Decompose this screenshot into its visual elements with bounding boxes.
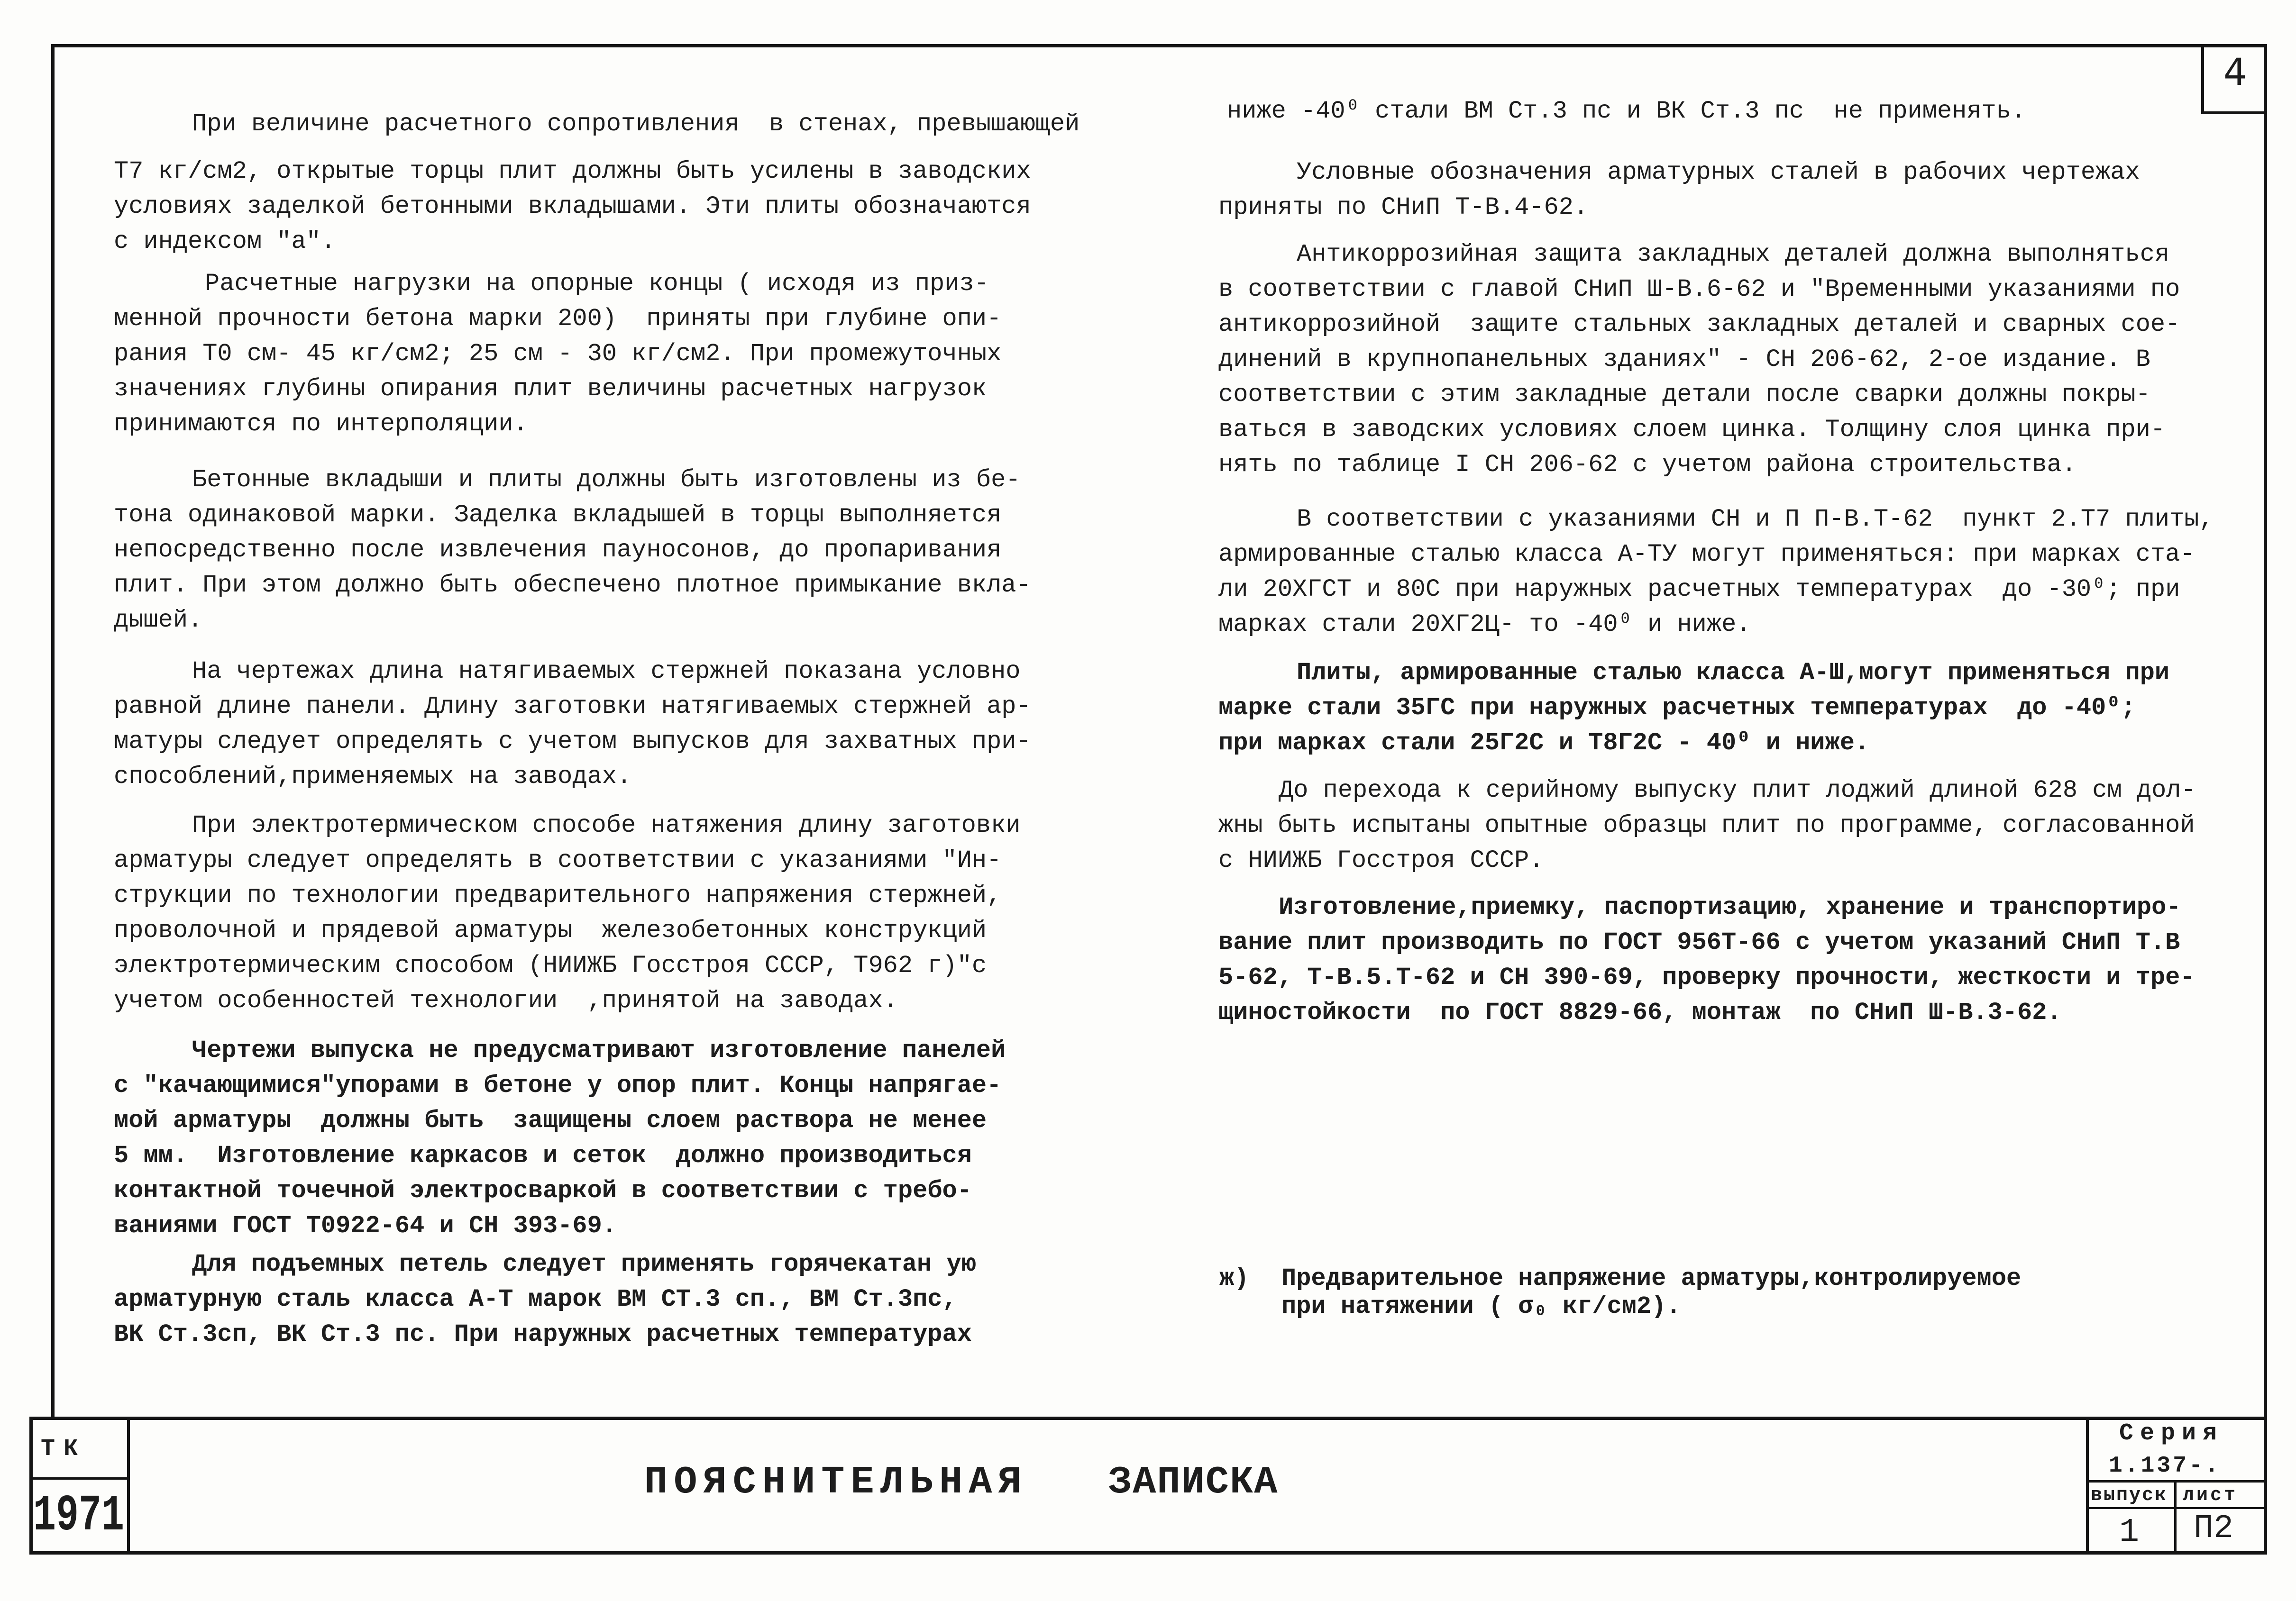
paragraph-anticorrosion — [1218, 237, 2180, 482]
text-line: При электротермическом способе натяжения длину заготовки — [192, 811, 1021, 839]
text-line: Для подъемных петель следует применять горячекатан ую — [192, 1250, 976, 1278]
text-line: На чертежах длина натягиваемых стержней показана условно — [192, 657, 1021, 685]
text-line: с НИИЖБ Госстроя СССР. — [1218, 846, 1544, 874]
paragraph-steel-designations — [1218, 155, 2140, 225]
text-line: Плиты, армированные сталью класса А-Ш,могут применяться при — [1297, 659, 2170, 687]
text-line: жны быть испытаны опытные образцы плит по программе, согласованной — [1218, 811, 2195, 839]
text-line: динений в крупнопанельных зданиях" - СН 206-62, 2-ое издание. В — [1218, 346, 2150, 373]
sheet-label: лист — [2183, 1485, 2238, 1506]
paragraph-lifting-loops — [114, 1247, 976, 1352]
issue-value: 1 — [2119, 1514, 2140, 1551]
text-line: Расчетные нагрузки на опорные концы ( исходя из приз- — [205, 270, 989, 298]
text-line: 5 мм. Изготовление каркасов и сеток должно производиться — [114, 1142, 972, 1170]
paragraph-class-a4-steel — [1218, 502, 2214, 642]
text-line: ниже -40⁰ стали ВМ Ст.3 пс и ВК Ст.3 пс не применять. — [1227, 97, 2026, 125]
paragraph-class-a3-steel — [1218, 655, 2169, 761]
text-line: арматурную сталь класса А-Т марок ВМ СТ.3 сп., ВМ Ст.3пс, — [114, 1285, 957, 1313]
footnote-line: Предварительное напряжение арматуры,контролируемое — [1281, 1264, 2022, 1292]
text-line: В соответствии с указаниями СН и П П-В.Т-62 пункт 2.Т7 плиты, — [1297, 505, 2214, 533]
text-line: принимаются по интерполяции. — [114, 410, 528, 438]
text-line: в соответствии с главой СНиП Ш-В.6-62 и "Временными указаниями по — [1218, 275, 2180, 303]
text-line: вание плит производить по ГОСТ 956Т-66 с учетом указаний СНиП Т.В — [1218, 928, 2180, 956]
document-title-word-1: ПОЯСНИТЕЛЬНАЯ — [644, 1460, 1028, 1504]
text-line: марке стали 35ГС при наружных расчетных температурах до -40⁰; — [1218, 694, 2136, 722]
text-line: электротермическим способом (НИИЖБ Госстроя СССР, Т962 г)"с — [114, 952, 987, 980]
text-line: мой арматуры должны быть защищены слоем раствора не менее — [114, 1107, 987, 1135]
text-line: Бетонные вкладыши и плиты должны быть изготовлены из бе- — [192, 466, 1021, 494]
text-line: струкции по технологии предварительного напряжения стержней, — [114, 882, 1002, 910]
text-line: щиностойкости по ГОСТ 8829-66, монтаж по СНиП Ш-В.3-62. — [1218, 999, 2062, 1027]
series-value: 1.137-. — [2109, 1453, 2221, 1479]
text-line: До перехода к серийному выпуску плит лоджий длиной 628 см дол- — [1279, 776, 2196, 804]
sheet-value: П2 — [2194, 1510, 2234, 1547]
text-line: ли 20ХГСТ и 80С при наружных расчетных температурах до -30⁰; при — [1218, 575, 2180, 603]
title-block-code-divider — [127, 1417, 130, 1555]
text-line: 5-62, Т-В.5.Т-62 и СН 390-69, проверку прочности, жесткости и тре- — [1218, 964, 2195, 992]
text-line: антикоррозийной защите стальных закладных деталей и сварных сое- — [1218, 310, 2180, 338]
issue-label: выпуск — [2091, 1485, 2168, 1506]
text-line: условиях заделкой бетонными вкладышами. Эти плиты обозначаются — [114, 192, 1031, 220]
footnote-marker: ж) — [1219, 1264, 1249, 1292]
paragraph-manufacture-acceptance — [1218, 890, 2195, 1030]
text-line: ВК Ст.3сп, ВК Ст.3 пс. При наружных расчетных температурах — [114, 1320, 972, 1348]
text-line: учетом особенностей технологии ,принятой на заводах. — [114, 987, 898, 1015]
footnote — [1281, 1264, 2021, 1320]
text-line: проволочной и прядевой арматуры железобетонных конструкций — [114, 917, 987, 945]
text-line: менной прочности бетона марки 200) приняты при глубине опи- — [114, 305, 1002, 333]
text-line: контактной точечной электросваркой в соответствии с требо- — [114, 1177, 972, 1205]
paragraph-prototype-testing — [1218, 773, 2196, 878]
text-line: тона одинаковой марки. Заделка вкладышей в торцы выполняется — [114, 501, 1002, 529]
text-line: ваниями ГОСТ Т0922-64 и СН 393-69. — [114, 1212, 617, 1240]
text-line: приняты по СНиП Т-В.4-62. — [1218, 193, 1589, 221]
text-line: ваться в заводских условиях слоем цинка. Толщину слоя цинка при- — [1218, 416, 2166, 444]
paragraph-lifting-loops-continued — [1218, 94, 2026, 129]
text-line: дышей. — [114, 606, 203, 634]
title-block-series-divider — [2086, 1417, 2089, 1555]
text-line: плит. При этом должно быть обеспечено плотное примыкание вкла- — [114, 571, 1031, 599]
text-line: способлений,применяемых на заводах. — [114, 763, 632, 791]
page-number: 4 — [2223, 51, 2247, 94]
text-line: Чертежи выпуска не предусматривают изготовление панелей — [192, 1037, 1006, 1064]
footnote-line: при натяжении ( σ₀ кг/см2). — [1281, 1292, 1681, 1320]
text-line: с "качающимися"упорами в бетоне у опор плит. Концы напрягае- — [114, 1072, 1002, 1100]
series-label: Серия — [2119, 1420, 2224, 1447]
text-line: с индексом "а". — [114, 227, 336, 255]
text-line: нять по таблице I СН 206-62 с учетом района строительства. — [1218, 451, 2076, 479]
year: 1971 — [33, 1487, 125, 1546]
organization-code: ТК — [41, 1436, 87, 1463]
paragraph-concrete-inserts — [114, 463, 1031, 638]
paragraph-drawings-scope — [114, 1033, 1006, 1244]
text-line: матуры следует определять с учетом выпусков для захватных при- — [114, 728, 1031, 755]
document-title-word-2: ЗАПИСКА — [1108, 1460, 1279, 1504]
paragraph-electrothermal-tensioning — [114, 808, 1020, 1019]
paragraph-support-loads — [114, 266, 1001, 442]
text-line: соответствии с этим закладные детали после сварки должны покры- — [1218, 381, 2150, 409]
text-line: Условные обозначения арматурных сталей в рабочих чертежах — [1297, 158, 2140, 186]
text-line: Т7 кг/см2, открытые торцы плит должны быть усилены в заводских — [114, 157, 1031, 185]
text-line: равной длине панели. Длину заготовки натягиваемых стержней ар- — [114, 692, 1031, 720]
paragraph-bar-length — [114, 654, 1031, 794]
title-block-code-hline — [29, 1477, 129, 1480]
title-block-sheet-divider — [2174, 1480, 2177, 1555]
text-line: при марках стали 25Г2С и Т8Г2С - 40⁰ и ниже. — [1218, 729, 1870, 757]
title-block-labels-hline — [2086, 1507, 2267, 1509]
paragraph-open-ends-reinforcement — [114, 107, 1079, 259]
text-line: арматуры следует определять в соответствии с указаниями "Ин- — [114, 846, 1002, 874]
text-line: значениях глубины опирания плит величины расчетных нагрузок — [114, 375, 987, 403]
text-line: непосредственно после извлечения пауносонов, до пропаривания — [114, 536, 1002, 564]
text-line: Антикоррозийная защита закладных деталей должна выполняться — [1297, 240, 2170, 268]
text-line: При величине расчетного сопротивления в стенах, превышающей — [192, 110, 1080, 138]
text-line: рания Т0 см- 45 кг/см2; 25 см - 30 кг/см2. При промежуточных — [114, 340, 1002, 368]
title-block-series-hline — [2086, 1480, 2267, 1483]
text-line: марках стали 20ХГ2Ц- то -40⁰ и ниже. — [1218, 610, 1751, 638]
text-line: армированные сталью класса А-ТУ могут применяться: при марках ста- — [1218, 540, 2195, 568]
text-line: Изготовление,приемку, паспортизацию, хранение и транспортиро- — [1279, 893, 2181, 921]
